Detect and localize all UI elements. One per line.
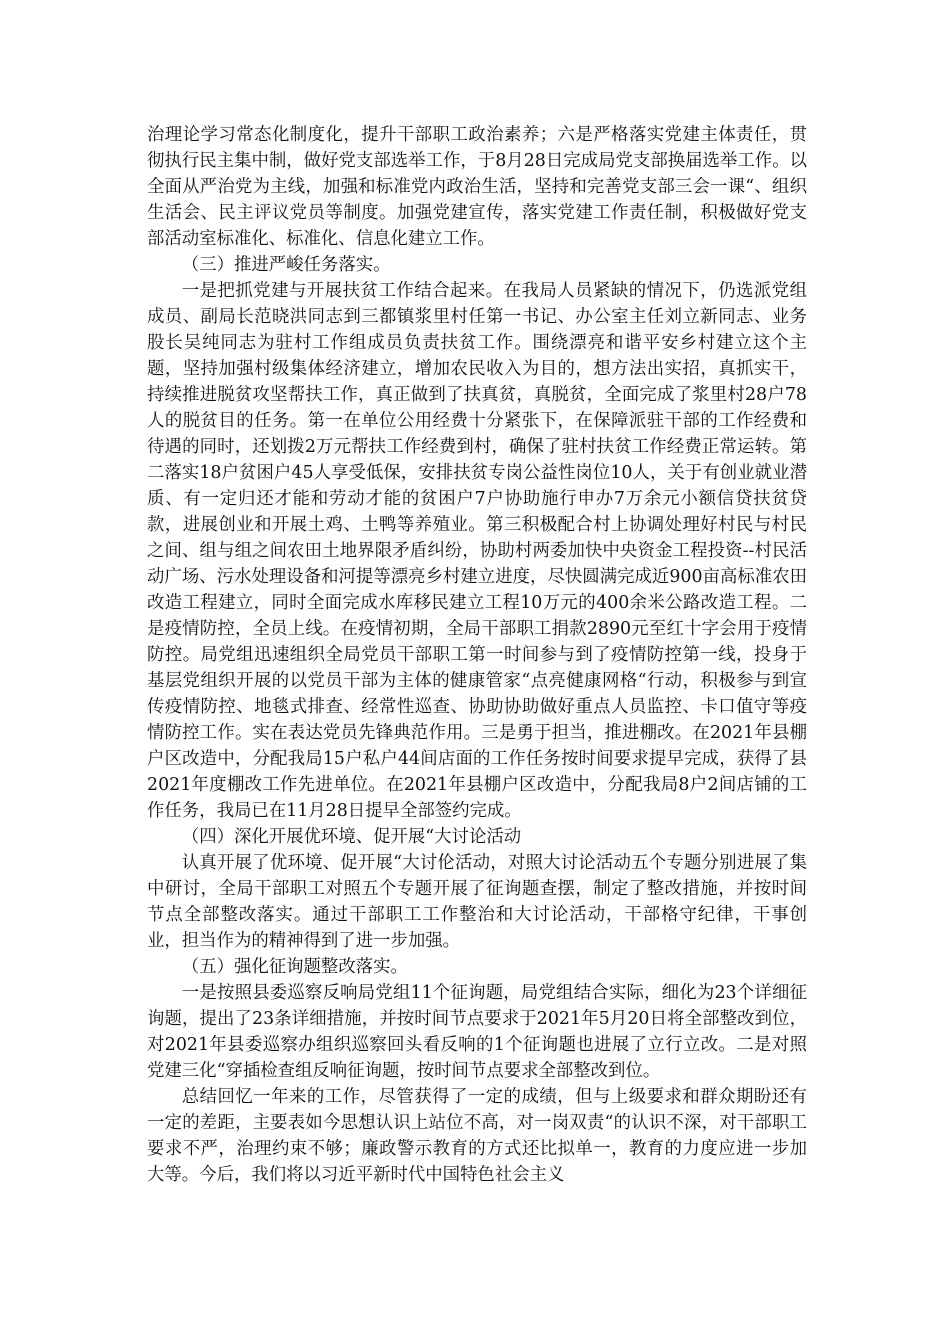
paragraph-discussion-activity: 认真开展了优环境、促开展“大讨伦活动，对照大讨论活动五个专题分别进展了集中研讨，全局干部职工对照五个专题开展了征询题查摆，制定了整改措施，并按时间节点全部整改落实。通过干部职工工作整治和大讨论活动，干部格守纪律，干事创业，担当作为的精神得到了进一步加强。 xyxy=(147,853,807,951)
paragraph-party-building-end: 治理论学习常态化制度化，提升干部职工政治素养；六是严格落实党建主体责任，贯彻执行民主集中制，做好党支部选举工作，于8月28日完成局党支部换届选举工作。以全面从严治党为主线，加强和标准党内政治生活，坚持和完善党支部三会一课“、组织生活会、民主评议党员等制度。加强党建宣传，落实党建工作责任制，积极做好党支部活动室标准化、标准化、信息化建立工作。 xyxy=(147,125,807,249)
paragraph-poverty-alleviation: 一是把抓党建与开展扶贫工作结合起来。在我局人员紧缺的情况下，仍选派党组成员、副局长范晓洪同志到三都镇浆里村任第一书记、办公室主任刘立新同志、业务股长吴纯同志为驻村工作组成员负责扶贫工作。围绕漂亮和谐平安乡村建立这个主题，坚持加强村级集体经济建立，增加农民收入为目的，想方法出实招，真抓实干，持续推进脱贫攻坚帮扶工作，真正做到了扶真贫，真脱贫，全面完成了浆里村28户78人的脱贫目的任务。第一在单位公用经费十分紧张下，在保障派驻干部的工作经费和待遇的同时，还划拨2万元帮扶工作经费到村，确保了驻村扶贫工作经费正常运转。第二落实18户贫困户45人享受低保，安排扶贫专岗公益性岗位10人，关于有创业就业潜质、有一定归还才能和劳动才能的贫困户7户协助施行申办7万余元小额信贷扶贫贷款，进展创业和开展土鸡、土鸭等养殖业。第三积极配合村上协调处理好村民与村民之间、组与组之间农田土地界限矛盾纠纷，协助村两委加快中央资金工程投资--村民活动广场、污水处理设备和河提等漂亮乡村建立进度，尽快圆满完成近900亩高标准农田改造工程建立，同时全面完成水库移民建立工程10万元的400余米公路改造工程。二是疫情防控，全员上线。在疫情初期，全局干部职工捐款2890元至红十字会用于疫情防控。局党组迅速组织全局党员干部职工第一时间参与到了疫情防控第一线，投身于基层党组织开展的以党员干部为主体的健康管家“点亮健康网格“行动，积极参与到宣传疫情防控、地毯式排查、经常性巡查、协助协助做好重点人员监控、卡口值守等疫情防控工作。实在表达党员先锋典范作用。三是勇于担当，推进棚改。在2021年县棚户区改造中，分配我局15户私户44间店面的工作任务按时间要求提早完成，获得了县2021年度棚改工作先进单位。在2021年县棚户区改造中，分配我局8户2间店铺的工作任务，我局已在11月28日提早全部签约完成。 xyxy=(147,281,807,821)
section-heading-4: （四）深化开展优环境、促开展“大讨论活动 xyxy=(181,827,522,847)
section-heading-3: （三）推进严峻任务落实。 xyxy=(181,255,391,275)
document-body xyxy=(147,122,807,1188)
section-heading-5: （五）强化征询题整改落实。 xyxy=(181,957,408,977)
paragraph-rectification: 一是按照县委巡察反响局党组11个征询题，局党组结合实际，细化为23个详细征询题，提出了23条详细措施，并按时间节点要求于2021年5月20日将全部整改到位，对2021年县委巡察办组织巡察回头看反响的1个征询题也进展了立行立改。二是对照党建三化“穿插检查组反响征询题，按时间节点要求全部整改到位。 xyxy=(147,983,807,1081)
paragraph-summary: 总结回忆一年来的工作，尽管获得了一定的成绩，但与上级要求和群众期盼还有一定的差距，主要表如今思想认识上站位不高，对一岗双责“的认识不深，对干部职工要求不严，治理约束不够；廉政警示教育的方式还比拟单一，教育的力度应进一步加大等。今后，我们将以习近平新时代中国特色社会主义 xyxy=(147,1087,807,1185)
